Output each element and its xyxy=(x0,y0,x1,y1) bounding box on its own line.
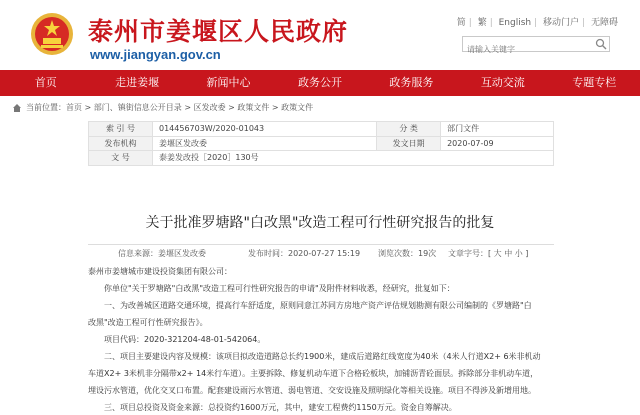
home-icon xyxy=(12,103,22,113)
nav-gov-affairs[interactable]: 政务公开 xyxy=(297,76,342,89)
link-mobile[interactable]: 移动门户 xyxy=(543,18,580,28)
body-paragraph: 改黑"改造工程可行性研究报告》。 xyxy=(88,318,208,327)
body-paragraph: 车道X2+ 3米机非分隔带x2+ 14米行车道）。主要拆除、修复机动车道下合格砼板块，加铺沥青砼面层。拆除部分非机动车道， xyxy=(88,369,539,378)
search-icon[interactable] xyxy=(595,38,607,50)
site-header xyxy=(0,0,640,68)
meta-docno-label: 文 号 xyxy=(89,151,153,166)
meta-date-label: 发文日期 xyxy=(377,136,441,151)
link-accessibility[interactable]: 无障碍 xyxy=(590,18,618,28)
info-views: 浏览次数：19次 xyxy=(378,249,437,258)
meta-index-label: 索 引 号 xyxy=(89,122,153,137)
link-traditional[interactable]: 繁 xyxy=(477,18,487,28)
nav-about-jiangyan[interactable]: 走进姜堰 xyxy=(115,76,160,89)
body-paragraph: 一、为改善城区道路交通环境，提高行车舒适度，原则同意江苏同方房地产资产评估规划勘测有限公司编制的《罗塘路"白 xyxy=(104,301,532,310)
link-english[interactable]: English xyxy=(498,18,532,28)
nav-interaction[interactable]: 互动交流 xyxy=(480,76,525,89)
top-links: 简 | 繁 | English | 移动门户 | 无障碍 xyxy=(456,18,618,28)
site-url: www.jiangyan.gov.cn xyxy=(90,47,221,62)
search-box xyxy=(462,36,610,52)
meta-org-value: 姜堰区发改委 xyxy=(153,136,377,151)
document-meta-table xyxy=(88,121,554,166)
meta-category-label: 分 类 xyxy=(377,122,441,137)
info-source: 信息来源：姜堰区发改委 xyxy=(118,249,206,258)
site-name[interactable]: 泰州市姜堰区人民政府 xyxy=(88,17,349,46)
nav-topics[interactable]: 专题专栏 xyxy=(572,76,617,89)
body-paragraph: 二、项目主要建设内容及规模：该项目拟改造道路总长约1900米，建成后道路红线宽度为40米（4米人行道X2+ 6米非机动 xyxy=(104,352,541,361)
body-paragraph: 项目代码：2020-321204-48-01-542064。 xyxy=(104,335,266,344)
info-published: 发布时间：2020-07-27 15:19 xyxy=(248,249,361,258)
meta-date-value: 2020-07-09 xyxy=(441,136,554,151)
body-paragraph: 三、项目总投资及资金来源：总投资约1600万元，其中，建安工程费约1150万元。资金自筹解决。 xyxy=(104,403,457,412)
nav-news[interactable]: 新闻中心 xyxy=(206,76,251,89)
meta-docno-value: 泰姜发改投［2020］130号 xyxy=(153,151,554,166)
body-paragraph: 你单位"关于罗塘路"白改黑"改造工程可行性研究报告的申请"及附件材料收悉，经研究，批复如下： xyxy=(104,284,455,293)
breadcrumb-text[interactable]: 当前位置：首页 > 部门、镇街信息公开目录 > 区发改委 > 政策文件 > 政策文件 xyxy=(26,103,314,112)
info-font-size[interactable]: 文章字号：[ 大 中 小 ] xyxy=(448,249,529,258)
body-paragraph: 埋设污水管道，优化交叉口布置。配套建设雨污水管道、弱电管道、交安设施及照明绿化等相关设施。项目不得涉及新增用地。 xyxy=(88,386,536,395)
national-emblem-icon xyxy=(30,12,74,56)
main-nav xyxy=(0,70,640,96)
breadcrumb xyxy=(12,102,313,113)
link-simplified[interactable]: 简 xyxy=(456,18,466,28)
body-paragraph: 泰州市姜塘城市建设投资集团有限公司： xyxy=(88,267,232,276)
document-title: 关于批准罗塘路"白改黑"改造工程可行性研究报告的批复 xyxy=(145,215,495,231)
nav-home[interactable]: 首页 xyxy=(34,76,57,89)
document-info-bar xyxy=(88,244,554,258)
nav-services[interactable]: 政务服务 xyxy=(389,76,434,89)
meta-index-value: 014456703W/2020-01043 xyxy=(153,122,377,137)
document-body xyxy=(88,263,554,415)
meta-org-label: 发布机构 xyxy=(89,136,153,151)
meta-category-value: 部门文件 xyxy=(441,122,554,137)
search-input[interactable] xyxy=(463,43,591,57)
